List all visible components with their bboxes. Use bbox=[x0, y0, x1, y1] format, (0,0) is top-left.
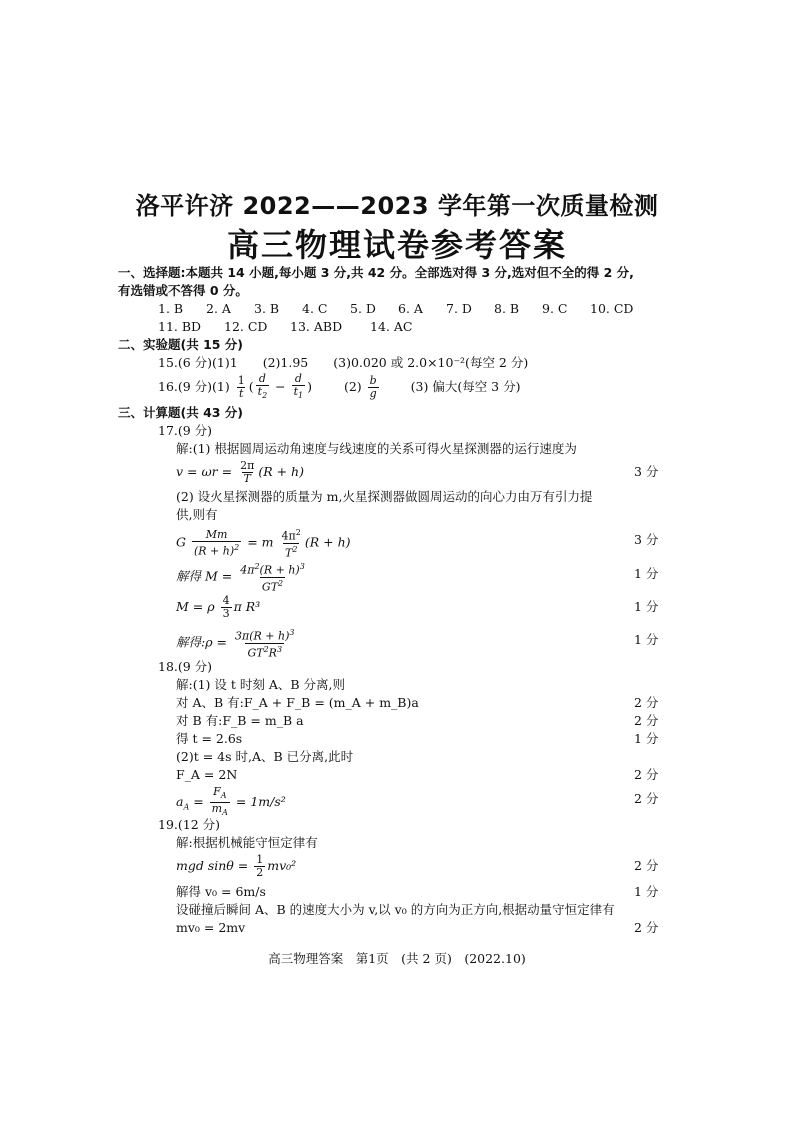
q18-label: 18.(9 分) bbox=[158, 659, 213, 674]
answer-key-title: 高三物理试卷参考答案 bbox=[226, 226, 567, 264]
q17-line-6: 解得 M = $\frac{4\pi^2(R + h)^3}{GT^2}$ bbox=[176, 562, 305, 594]
q18-score-1: 2 分 bbox=[634, 695, 659, 710]
answer-6: 6. A bbox=[398, 301, 423, 316]
answer-13: 13. ABD bbox=[290, 319, 343, 334]
q19-score-3: 2 分 bbox=[634, 920, 659, 935]
answer-12: 12. CD bbox=[224, 319, 268, 334]
q18-score-4: 2 分 bbox=[634, 767, 659, 782]
q17-line-8: 解得:ρ = $\frac{3\pi(R + h)^3}{GT^2R^3}$ bbox=[176, 628, 295, 660]
section3-heading: 三、计算题(共 43 分) bbox=[118, 405, 244, 420]
q18-line-7: $a_A$ = $\frac{F_A}{m_A}$ = 1m/s² bbox=[176, 785, 286, 818]
answer-4: 4. C bbox=[302, 301, 328, 316]
section1-heading-cont: 有选错或不答得 0 分。 bbox=[118, 283, 248, 298]
q16-prefix: 16.(9 分)(1) bbox=[158, 379, 230, 395]
q19-score-1: 2 分 bbox=[634, 858, 659, 873]
q18-score-5: 2 分 bbox=[634, 791, 659, 806]
q17-score-5: 1 分 bbox=[634, 632, 659, 647]
q17-line-3: (2) 设火星探测器的质量为 m,火星探测器做圆周运动的向心力由万有引力提 bbox=[176, 489, 593, 504]
answer-8: 8. B bbox=[494, 301, 520, 316]
q16-suffix: (3) 偏大(每空 3 分) bbox=[410, 379, 521, 395]
answer-5: 5. D bbox=[350, 301, 376, 316]
q18-line-1: 解:(1) 设 t 时刻 A、B 分离,则 bbox=[176, 677, 345, 692]
q17-line-2: v = ωr = $\frac{2\pi}{T}$ (R + h) bbox=[176, 459, 304, 485]
section2-heading: 二、实验题(共 15 分) bbox=[118, 337, 244, 352]
q15-answer: 15.(6 分)(1)1 (2)1.95 (3)0.020 或 2.0×10⁻²(每空 2 分) bbox=[158, 355, 529, 370]
q18-line-3: 对 B 有:F_B = m_B a bbox=[176, 713, 304, 728]
q17-score-3: 1 分 bbox=[634, 566, 659, 581]
q19-label: 19.(12 分) bbox=[158, 817, 221, 832]
q17-line-4: 供,则有 bbox=[176, 507, 218, 522]
q16-formula-2: $\frac{b}{g}$ bbox=[369, 374, 377, 401]
q16-mid: (2) bbox=[343, 379, 362, 395]
q17-score-1: 3 分 bbox=[634, 464, 659, 479]
q17-line-7: M = ρ $\frac{4}{3}$ π R³ bbox=[176, 594, 261, 620]
q19-line-3: 解得 v₀ = 6m/s bbox=[176, 884, 266, 899]
section1-heading: 一、选择题:本题共 14 小题,每小题 3 分,共 42 分。全部选对得 3 分,选对但不全的得 2 分, bbox=[118, 265, 634, 280]
answer-7: 7. D bbox=[446, 301, 472, 316]
answer-1: 1. B bbox=[158, 301, 184, 316]
q17-label: 17.(9 分) bbox=[158, 423, 213, 438]
answers-row-1 bbox=[158, 301, 638, 317]
answer-9: 9. C bbox=[542, 301, 568, 316]
exam-title: 洛平许济 2022——2023 学年第一次质量检测 bbox=[135, 192, 659, 220]
q19-line-2: mgd sinθ = $\frac{1}{2}$ mv₀² bbox=[176, 853, 297, 879]
answer-3: 3. B bbox=[254, 301, 280, 316]
q16-formula-1: $\frac{1}{t}$ bbox=[237, 374, 245, 401]
q19-score-2: 1 分 bbox=[634, 884, 659, 899]
answer-14: 14. AC bbox=[370, 319, 413, 334]
q18-line-4: 得 t = 2.6s bbox=[176, 731, 243, 746]
q16-answer: 16.(9 分)(1) $\frac{1}{t}$ ( $\frac{d}{t_2}$ − $\frac{d}{t_1}$ ) (2) $\frac{b}{g}$ (3) 偏大(每空 3 分) bbox=[158, 372, 521, 401]
q18-line-6: F_A = 2N bbox=[176, 767, 238, 782]
answer-2: 2. A bbox=[206, 301, 231, 316]
q18-line-2: 对 A、B 有:F_A + F_B = (m_A + m_B)a bbox=[176, 695, 419, 710]
q19-line-4: 设碰撞后瞬间 A、B 的速度大小为 v,以 v₀ 的方向为正方向,根据动量守恒定律有 bbox=[176, 902, 615, 917]
answer-10: 10. CD bbox=[590, 301, 634, 316]
q17-score-4: 1 分 bbox=[634, 599, 659, 614]
q19-line-1: 解:根据机械能守恒定律有 bbox=[176, 835, 318, 850]
q17-line-5: G $\frac{Mm}{(R + h)^2}$ = m $\frac{4\pi^2}{T^2}$ (R + h) bbox=[176, 527, 351, 560]
q19-line-5: mv₀ = 2mv bbox=[176, 920, 246, 935]
page-footer: 高三物理答案 第1页 (共 2 页) (2022.10) bbox=[268, 951, 526, 966]
q17-score-2: 3 分 bbox=[634, 532, 659, 547]
q18-line-5: (2)t = 4s 时,A、B 已分离,此时 bbox=[176, 749, 354, 764]
q18-score-2: 2 分 bbox=[634, 713, 659, 728]
answers-row-2 bbox=[158, 319, 418, 335]
q18-score-3: 1 分 bbox=[634, 731, 659, 746]
q17-line-1: 解:(1) 根据圆周运动角速度与线速度的关系可得火星探测器的运行速度为 bbox=[176, 441, 577, 456]
answer-11: 11. BD bbox=[158, 319, 202, 334]
